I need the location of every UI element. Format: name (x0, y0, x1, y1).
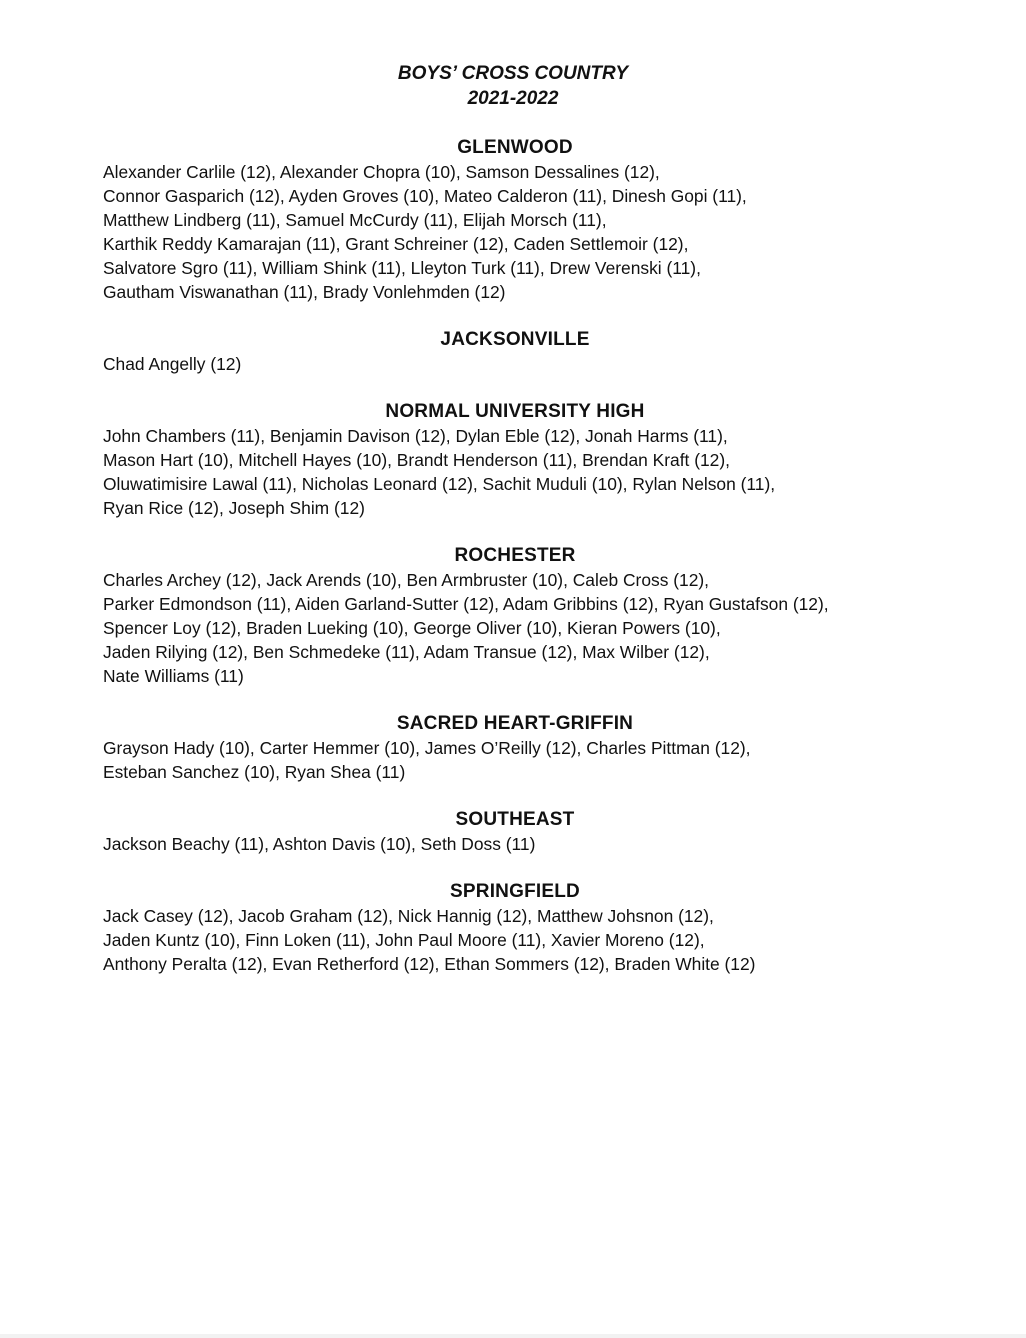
roster-line: Anthony Peralta (12), Evan Retherford (12), Ethan Sommers (12), Braden White (12) (103, 954, 756, 974)
roster-line: Alexander Carlile (12), Alexander Chopra (10), Samson Dessalines (12), (103, 162, 660, 182)
section-gap (103, 520, 963, 544)
roster-line: Gautham Viswanathan (11), Brady Vonlehmden (12) (103, 282, 506, 302)
roster-line: Mason Hart (10), Mitchell Hayes (10), Brandt Henderson (11), Brendan Kraft (12), (103, 450, 730, 470)
school-section (103, 328, 963, 376)
school-section (103, 136, 963, 304)
title-line-2: 2021-2022 (467, 88, 559, 109)
roster-line: Jaden Kuntz (10), Finn Loken (11), John Paul Moore (11), Xavier Moreno (12), (103, 930, 705, 950)
school-section (103, 880, 963, 976)
section-gap (103, 376, 963, 400)
roster-line: Jack Casey (12), Jacob Graham (12), Nick Hannig (12), Matthew Johsnon (12), (103, 906, 714, 926)
roster-line: Nate Williams (11) (103, 666, 244, 686)
roster-line: Jackson Beachy (11), Ashton Davis (10), Seth Doss (11) (103, 834, 536, 854)
roster-line: Ryan Rice (12), Joseph Shim (12) (103, 498, 365, 518)
roster-line: Parker Edmondson (11), Aiden Garland-Sutter (12), Adam Gribbins (12), Ryan Gustafson (12), (103, 594, 829, 614)
school-section (103, 544, 963, 688)
roster-line: Chad Angelly (12) (103, 354, 242, 374)
school-heading: JACKSONVILLE (440, 329, 590, 350)
school-heading: SACRED HEART-GRIFFIN (396, 713, 634, 734)
roster-line: Esteban Sanchez (10), Ryan Shea (11) (103, 762, 406, 782)
school-sections (103, 136, 963, 976)
school-heading: SOUTHEAST (455, 809, 575, 830)
school-section (103, 400, 963, 520)
roster-line: Jaden Rilying (12), Ben Schmedeke (11), Adam Transue (12), Max Wilber (12), (103, 642, 710, 662)
section-gap (103, 784, 963, 808)
roster-line: Grayson Hady (10), Carter Hemmer (10), James O’Reilly (12), Charles Pittman (12), (103, 738, 751, 758)
school-heading: GLENWOOD (457, 137, 573, 158)
roster-line: Matthew Lindberg (11), Samuel McCurdy (11), Elijah Morsch (11), (103, 210, 607, 230)
title-line-1: BOYS’ CROSS COUNTRY (397, 63, 629, 84)
roster-line: Spencer Loy (12), Braden Lueking (10), George Oliver (10), Kieran Powers (10), (103, 618, 721, 638)
section-gap (103, 856, 963, 880)
roster-line: Karthik Reddy Kamarajan (11), Grant Schreiner (12), Caden Settlemoir (12), (103, 234, 689, 254)
school-section (103, 712, 963, 784)
section-gap (103, 304, 963, 328)
roster-line: Salvatore Sgro (11), William Shink (11), Lleyton Turk (11), Drew Verenski (11), (103, 258, 701, 278)
document-title (0, 61, 1026, 111)
roster-line: John Chambers (11), Benjamin Davison (12), Dylan Eble (12), Jonah Harms (11), (103, 426, 728, 446)
section-gap (103, 688, 963, 712)
school-heading: SPRINGFIELD (450, 881, 580, 902)
school-heading: ROCHESTER (454, 545, 576, 566)
roster-line: Oluwatimisire Lawal (11), Nicholas Leonard (12), Sachit Muduli (10), Rylan Nelson (11), (103, 474, 776, 494)
roster-line: Charles Archey (12), Jack Arends (10), Ben Armbruster (10), Caleb Cross (12), (103, 570, 710, 590)
page-bottom-edge (0, 1334, 1026, 1338)
school-section (103, 808, 963, 856)
school-heading: NORMAL UNIVERSITY HIGH (385, 401, 645, 422)
roster-line: Connor Gasparich (12), Ayden Groves (10), Mateo Calderon (11), Dinesh Gopi (11), (103, 186, 747, 206)
